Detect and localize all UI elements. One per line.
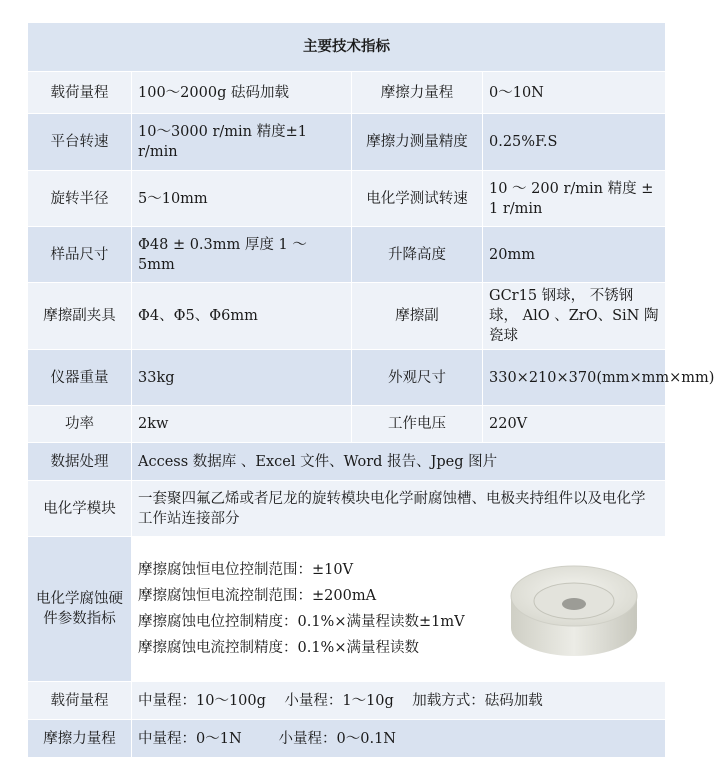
value-friction-range: 0～10N [483,72,666,114]
value-friction-accuracy: 0.25%F.S [483,114,666,171]
table-title: 主要技术指标 [28,23,666,72]
label-friction-range: 摩擦力量程 [352,72,483,114]
label-load-range: 载荷量程 [28,72,132,114]
table-row [28,350,666,406]
product-photo [483,537,666,682]
label-data-processing: 数据处理 [28,443,132,481]
value-friction-range-2: 中量程：0～1N 小量程：0～0.1N [132,720,666,758]
value-friction-pair: GCr15 钢球， 不锈钢球， AlO 、ZrO、SiN 陶瓷球 [483,283,666,350]
list-item: 摩擦腐蚀电位控制精度：0.1%×满量程读数±1mV [138,614,465,630]
label-echem-hardware: 电化学腐蚀硬件参数指标 [28,537,132,682]
value-weight: 33kg [132,350,352,406]
table-row [28,283,666,350]
table-row [28,720,666,758]
table-row [28,171,666,227]
table-row [28,682,666,720]
label-echem-speed: 电化学测试转速 [352,171,483,227]
value-data-processing: Access 数据库 、Excel 文件、Word 报告、Jpeg 图片 [132,443,666,481]
label-load-range-2: 载荷量程 [28,682,132,720]
list-item: 摩擦腐蚀恒电流控制范围：±200mA [138,588,377,604]
table-row [28,443,666,481]
value-power: 2kw [132,406,352,443]
label-sample-size: 样品尺寸 [28,227,132,283]
table-row [28,481,666,537]
label-friction-range-2: 摩擦力量程 [28,720,132,758]
label-weight: 仪器重量 [28,350,132,406]
label-power: 功率 [28,406,132,443]
value-dimensions: 330×210×370(mm×mm×mm) [483,350,666,406]
corrosion-cell-image [499,546,649,666]
label-friction-accuracy: 摩擦力测量精度 [352,114,483,171]
value-echem-hardware [132,537,483,682]
table-row [28,406,666,443]
label-dimensions: 外观尺寸 [352,350,483,406]
value-platform-speed: 10～3000 r/min 精度±1 r/min [132,114,352,171]
label-friction-pair: 摩擦副 [352,283,483,350]
value-voltage: 220V [483,406,666,443]
label-echem-module: 电化学模块 [28,481,132,537]
value-load-range: 100～2000g 砝码加载 [132,72,352,114]
value-sample-size: Φ48 ± 0.3mm 厚度 1 ～ 5mm [132,227,352,283]
label-platform-speed: 平台转速 [28,114,132,171]
label-lift-height: 升降高度 [352,227,483,283]
value-lift-height: 20mm [483,227,666,283]
label-fixture: 摩擦副夹具 [28,283,132,350]
label-voltage: 工作电压 [352,406,483,443]
table-row [28,72,666,114]
value-echem-speed: 10 ～ 200 r/min 精度 ± 1 r/min [483,171,666,227]
value-rotation-radius: 5～10mm [132,171,352,227]
table-row [28,227,666,283]
list-item: 摩擦腐蚀恒电位控制范围：±10V [138,562,354,578]
list-item: 摩擦腐蚀电流控制精度：0.1%×满量程读数 [138,640,419,656]
table-row [28,114,666,171]
table-row [28,537,666,682]
value-load-range-2: 中量程：10～100g 小量程：1～10g 加载方式：砝码加载 [132,682,666,720]
value-echem-module: 一套聚四氟乙烯或者尼龙的旋转模块电化学耐腐蚀槽、电极夹持组件以及电化学工作站连接部分 [132,481,666,537]
spec-table [27,22,714,758]
value-fixture: Φ4、Φ5、Φ6mm [132,283,352,350]
label-rotation-radius: 旋转半径 [28,171,132,227]
